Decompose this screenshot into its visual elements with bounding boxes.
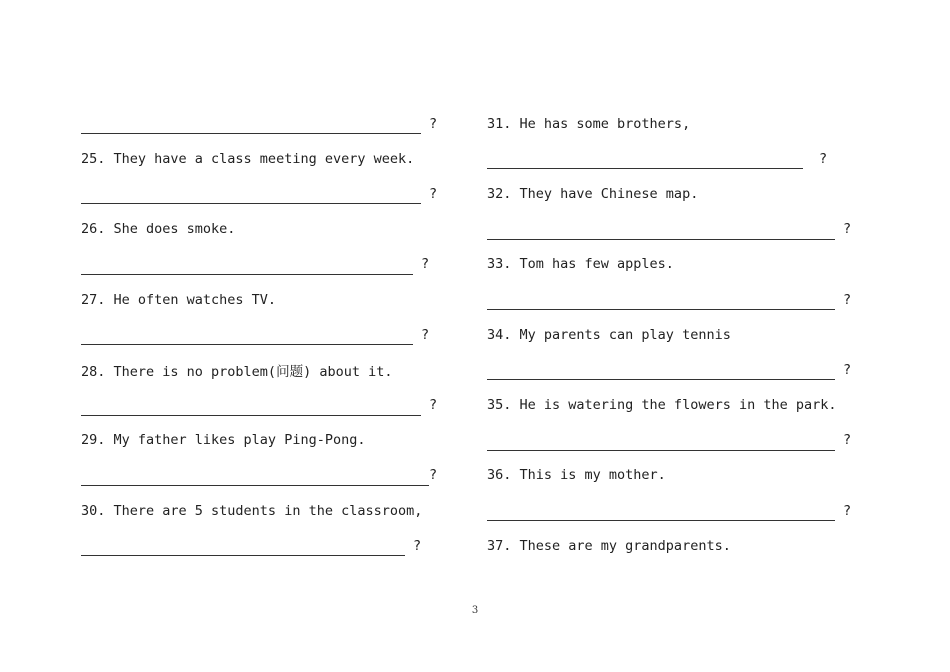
question-mark: ? [843,221,852,238]
question-mark: ? [843,361,852,378]
question-item: 32. They have Chinese map. [487,185,699,202]
answer-blank[interactable] [487,295,835,310]
question-mark: ? [843,432,852,449]
question-mark: ? [843,291,852,308]
question-item: 25. They have a class meeting every week. [81,150,415,167]
answer-blank[interactable] [81,330,413,345]
answer-blank[interactable] [487,365,835,380]
right-column [487,106,857,563]
answer-blank[interactable] [81,541,405,556]
answer-blank[interactable] [487,154,803,169]
question-mark: ? [429,397,438,414]
question-mark: ? [819,150,828,167]
answer-line [487,352,857,387]
question-item: 30. There are 5 students in the classroom, [81,502,423,519]
question-item: 34. My parents can play tennis [487,326,731,343]
question-item: 29. My father likes play Ping-Pong. [81,432,366,449]
question-mark: ? [421,256,430,273]
page-number: 3 [471,605,479,616]
answer-line [81,458,441,493]
question-mark: ? [429,185,438,202]
question-item: 33. Tom has few apples. [487,256,674,273]
answer-blank[interactable] [81,119,421,134]
question-item: 28. There is no problem(问题) about it. [81,363,393,380]
answer-line [81,317,441,352]
question-item: 36. This is my mother. [487,467,666,484]
question-item: 37. These are my grandparents. [487,537,731,554]
answer-line [81,247,441,282]
question-item: 35. He is watering the flowers in the park. [487,397,837,414]
question-mark: ? [429,467,438,484]
answer-blank[interactable] [81,189,421,204]
question-mark: ? [421,326,430,343]
answer-line [81,106,441,141]
question-item: 27. He often watches TV. [81,291,277,308]
answer-blank[interactable] [81,260,413,275]
answer-blank[interactable] [81,401,421,416]
answer-blank[interactable] [487,436,835,451]
question-item: 31. He has some brothers, [487,115,691,132]
answer-line [487,141,857,176]
answer-line [487,212,857,247]
answer-blank[interactable] [81,471,429,486]
answer-line [81,528,441,563]
question-mark: ? [413,537,422,554]
answer-blank[interactable] [487,225,835,240]
left-column [81,106,441,563]
question-item: 26. She does smoke. [81,221,236,238]
answer-line [81,388,441,423]
answer-line [487,423,857,458]
answer-line [487,493,857,528]
question-mark: ? [843,502,852,519]
answer-line [81,176,441,211]
answer-line [487,282,857,317]
answer-blank[interactable] [487,506,835,521]
question-mark: ? [429,115,438,132]
